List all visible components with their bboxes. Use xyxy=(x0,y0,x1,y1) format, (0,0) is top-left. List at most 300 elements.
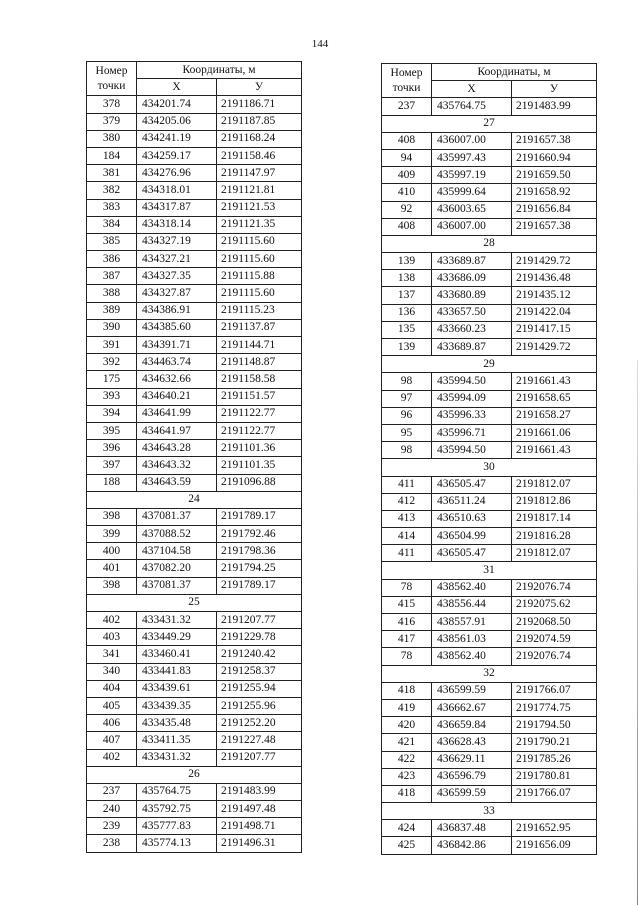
x-coordinate-cell: 434643.28 xyxy=(137,440,217,457)
y-coordinate-cell: 2192068.50 xyxy=(512,614,597,631)
table-row xyxy=(382,699,597,716)
y-coordinate-cell: 2191496.31 xyxy=(217,835,302,852)
point-number-cell: 425 xyxy=(382,837,432,854)
point-label-line2: точки xyxy=(392,81,421,94)
x-coordinate-cell: 434327.19 xyxy=(137,233,217,250)
point-number-cell: 408 xyxy=(382,218,432,235)
y-coordinate-cell: 2191207.77 xyxy=(217,749,302,766)
point-number-cell: 420 xyxy=(382,717,432,734)
parcel-group-row xyxy=(87,594,302,611)
x-coordinate-cell: 433449.29 xyxy=(137,629,217,646)
x-axis-header: X xyxy=(137,79,217,96)
point-number-cell: 400 xyxy=(87,543,137,560)
x-coordinate-cell: 434463.74 xyxy=(137,354,217,371)
y-coordinate-cell: 2191790.21 xyxy=(512,734,597,751)
point-number-cell: 403 xyxy=(87,629,137,646)
point-number-cell: 139 xyxy=(382,339,432,356)
table-row xyxy=(382,270,597,287)
table-row xyxy=(87,233,302,250)
x-coordinate-cell: 433689.87 xyxy=(432,253,512,270)
table-row xyxy=(382,545,597,562)
x-coordinate-cell: 433435.48 xyxy=(137,715,217,732)
y-coordinate-cell: 2191789.17 xyxy=(217,508,302,525)
x-coordinate-cell: 437081.37 xyxy=(137,577,217,594)
y-coordinate-cell: 2191812.07 xyxy=(512,476,597,493)
point-number-cell: 411 xyxy=(382,476,432,493)
parcel-group-number: 32 xyxy=(382,665,597,682)
x-coordinate-cell: 433657.50 xyxy=(432,304,512,321)
point-number-cell: 137 xyxy=(382,287,432,304)
x-coordinate-cell: 436007.00 xyxy=(432,132,512,149)
table-row xyxy=(87,835,302,852)
table-row xyxy=(87,130,302,147)
x-coordinate-cell: 435792.75 xyxy=(137,801,217,818)
table-row xyxy=(382,339,597,356)
y-coordinate-cell: 2192074.59 xyxy=(512,631,597,648)
x-coordinate-cell: 435997.19 xyxy=(432,167,512,184)
point-number-cell: 78 xyxy=(382,579,432,596)
point-number-cell: 395 xyxy=(87,422,137,439)
y-coordinate-cell: 2191151.57 xyxy=(217,388,302,405)
table-row xyxy=(87,422,302,439)
parcel-group-number: 33 xyxy=(382,803,597,820)
x-coordinate-cell: 435764.75 xyxy=(137,783,217,800)
point-number-cell: 394 xyxy=(87,405,137,422)
point-number-cell: 406 xyxy=(87,715,137,732)
y-coordinate-cell: 2191207.77 xyxy=(217,612,302,629)
table-row xyxy=(87,337,302,354)
table-row xyxy=(382,373,597,390)
x-axis-header: X xyxy=(432,81,512,98)
x-coordinate-cell: 434643.32 xyxy=(137,457,217,474)
y-coordinate-cell: 2191429.72 xyxy=(512,339,597,356)
x-coordinate-cell: 434327.87 xyxy=(137,285,217,302)
point-number-cell: 135 xyxy=(382,321,432,338)
table-row xyxy=(382,424,597,441)
point-number-cell: 139 xyxy=(382,253,432,270)
point-number-cell: 391 xyxy=(87,337,137,354)
parcel-group-row xyxy=(382,356,597,373)
y-coordinate-cell: 2191137.87 xyxy=(217,319,302,336)
table-row xyxy=(87,646,302,663)
y-coordinate-cell: 2191168.24 xyxy=(217,130,302,147)
x-coordinate-cell: 434632.66 xyxy=(137,371,217,388)
table-row xyxy=(87,440,302,457)
point-number-cell: 381 xyxy=(87,165,137,182)
point-number-cell: 92 xyxy=(382,201,432,218)
y-coordinate-cell: 2191657.38 xyxy=(512,132,597,149)
point-number-cell: 240 xyxy=(87,801,137,818)
table-row xyxy=(382,837,597,854)
point-number-cell: 418 xyxy=(382,682,432,699)
x-coordinate-cell: 434327.35 xyxy=(137,268,217,285)
point-number-cell: 402 xyxy=(87,612,137,629)
y-coordinate-cell: 2191096.88 xyxy=(217,474,302,491)
point-number-header xyxy=(87,62,137,96)
y-coordinate-cell: 2191121.35 xyxy=(217,216,302,233)
y-coordinate-cell: 2191812.86 xyxy=(512,493,597,510)
x-coordinate-cell: 433680.89 xyxy=(432,287,512,304)
table-row xyxy=(87,629,302,646)
point-number-cell: 389 xyxy=(87,302,137,319)
x-coordinate-cell: 438562.40 xyxy=(432,579,512,596)
table-row xyxy=(382,132,597,149)
table-row xyxy=(87,302,302,319)
table-row xyxy=(87,801,302,818)
y-coordinate-cell: 2191497.48 xyxy=(217,801,302,818)
point-number-cell: 96 xyxy=(382,407,432,424)
x-coordinate-cell: 434641.97 xyxy=(137,422,217,439)
x-coordinate-cell: 433439.35 xyxy=(137,697,217,714)
table-row xyxy=(382,579,597,596)
y-coordinate-cell: 2191148.87 xyxy=(217,354,302,371)
table-row xyxy=(382,631,597,648)
parcel-group-row xyxy=(382,235,597,252)
y-coordinate-cell: 2191766.07 xyxy=(512,785,597,802)
point-number-cell: 138 xyxy=(382,270,432,287)
point-number-cell: 409 xyxy=(382,167,432,184)
point-number-cell: 386 xyxy=(87,251,137,268)
x-coordinate-cell: 433431.32 xyxy=(137,749,217,766)
point-number-cell: 397 xyxy=(87,457,137,474)
y-coordinate-cell: 2191417.15 xyxy=(512,321,597,338)
y-coordinate-cell: 2191794.25 xyxy=(217,560,302,577)
point-number-cell: 388 xyxy=(87,285,137,302)
y-coordinate-cell: 2191121.53 xyxy=(217,199,302,216)
x-coordinate-cell: 435997.43 xyxy=(432,149,512,166)
y-coordinate-cell: 2191483.99 xyxy=(217,783,302,800)
point-number-cell: 238 xyxy=(87,835,137,852)
point-number-cell: 393 xyxy=(87,388,137,405)
table-row xyxy=(87,577,302,594)
y-coordinate-cell: 2192075.62 xyxy=(512,596,597,613)
y-coordinate-cell: 2191101.36 xyxy=(217,440,302,457)
point-number-cell: 423 xyxy=(382,768,432,785)
table-row xyxy=(382,407,597,424)
table-row xyxy=(382,442,597,459)
table-row xyxy=(382,184,597,201)
point-number-cell: 413 xyxy=(382,510,432,527)
table-row xyxy=(382,253,597,270)
parcel-group-number: 27 xyxy=(382,115,597,132)
y-coordinate-cell: 2191794.50 xyxy=(512,717,597,734)
parcel-group-number: 31 xyxy=(382,562,597,579)
x-coordinate-cell: 436599.59 xyxy=(432,682,512,699)
point-number-cell: 398 xyxy=(87,508,137,525)
x-coordinate-cell: 437082.20 xyxy=(137,560,217,577)
x-coordinate-cell: 433460.41 xyxy=(137,646,217,663)
table-row xyxy=(382,390,597,407)
point-number-cell: 390 xyxy=(87,319,137,336)
x-coordinate-cell: 435999.64 xyxy=(432,184,512,201)
point-number-cell: 398 xyxy=(87,577,137,594)
y-coordinate-cell: 2191785.26 xyxy=(512,751,597,768)
table-row xyxy=(87,457,302,474)
y-coordinate-cell: 2191115.88 xyxy=(217,268,302,285)
table-row xyxy=(382,476,597,493)
point-label-line1: Номер xyxy=(390,66,423,79)
x-coordinate-cell: 435996.71 xyxy=(432,424,512,441)
table-row xyxy=(87,663,302,680)
y-coordinate-cell: 2191661.06 xyxy=(512,424,597,441)
point-number-cell: 410 xyxy=(382,184,432,201)
y-coordinate-cell: 2191661.43 xyxy=(512,373,597,390)
x-coordinate-cell: 434643.59 xyxy=(137,474,217,491)
point-number-cell: 378 xyxy=(87,96,137,113)
point-number-cell: 340 xyxy=(87,663,137,680)
table-row xyxy=(382,149,597,166)
table-row xyxy=(87,199,302,216)
table-row xyxy=(382,682,597,699)
x-coordinate-cell: 438562.40 xyxy=(432,648,512,665)
x-coordinate-cell: 434276.96 xyxy=(137,165,217,182)
x-coordinate-cell: 436662.67 xyxy=(432,699,512,716)
y-coordinate-cell: 2191658.92 xyxy=(512,184,597,201)
table-row xyxy=(382,768,597,785)
y-coordinate-cell: 2191147.97 xyxy=(217,165,302,182)
y-coordinate-cell: 2191186.71 xyxy=(217,96,302,113)
point-number-cell: 401 xyxy=(87,560,137,577)
table-row xyxy=(87,732,302,749)
parcel-group-row xyxy=(382,803,597,820)
table-row xyxy=(382,510,597,527)
table-row xyxy=(87,371,302,388)
coordinates-table-right xyxy=(381,63,597,855)
x-coordinate-cell: 433441.83 xyxy=(137,663,217,680)
x-coordinate-cell: 434317.87 xyxy=(137,199,217,216)
x-coordinate-cell: 436007.00 xyxy=(432,218,512,235)
point-number-cell: 97 xyxy=(382,390,432,407)
table-row xyxy=(87,474,302,491)
y-coordinate-cell: 2191792.46 xyxy=(217,526,302,543)
table-row xyxy=(87,388,302,405)
x-coordinate-cell: 438561.03 xyxy=(432,631,512,648)
table-row xyxy=(87,216,302,233)
table-row xyxy=(382,751,597,768)
parcel-group-number: 28 xyxy=(382,235,597,252)
point-number-cell: 396 xyxy=(87,440,137,457)
point-number-cell: 387 xyxy=(87,268,137,285)
x-coordinate-cell: 437081.37 xyxy=(137,508,217,525)
table-row xyxy=(382,785,597,802)
point-number-cell: 136 xyxy=(382,304,432,321)
point-number-cell: 402 xyxy=(87,749,137,766)
parcel-group-number: 29 xyxy=(382,356,597,373)
parcel-group-number: 24 xyxy=(87,491,302,508)
x-coordinate-cell: 435996.33 xyxy=(432,407,512,424)
x-coordinate-cell: 436504.99 xyxy=(432,528,512,545)
y-coordinate-cell: 2192076.74 xyxy=(512,579,597,596)
point-number-header xyxy=(382,64,432,98)
x-coordinate-cell: 438556.44 xyxy=(432,596,512,613)
table-row xyxy=(382,528,597,545)
y-coordinate-cell: 2191429.72 xyxy=(512,253,597,270)
y-coordinate-cell: 2191227.48 xyxy=(217,732,302,749)
y-coordinate-cell: 2191158.46 xyxy=(217,147,302,164)
point-number-cell: 384 xyxy=(87,216,137,233)
y-coordinate-cell: 2191121.81 xyxy=(217,182,302,199)
point-number-cell: 399 xyxy=(87,526,137,543)
y-coordinate-cell: 2191115.60 xyxy=(217,285,302,302)
parcel-group-number: 25 xyxy=(87,594,302,611)
x-coordinate-cell: 433689.87 xyxy=(432,339,512,356)
coordinates-table-left xyxy=(86,61,302,853)
table-row xyxy=(382,167,597,184)
parcel-group-number: 26 xyxy=(87,766,302,783)
table-row xyxy=(87,268,302,285)
x-coordinate-cell: 434327.21 xyxy=(137,251,217,268)
y-coordinate-cell: 2191122.77 xyxy=(217,422,302,439)
table-row xyxy=(87,405,302,422)
x-coordinate-cell: 435994.09 xyxy=(432,390,512,407)
y-coordinate-cell: 2191498.71 xyxy=(217,818,302,835)
point-number-cell: 392 xyxy=(87,354,137,371)
table-row xyxy=(382,820,597,837)
table-row xyxy=(87,96,302,113)
table-row xyxy=(382,648,597,665)
point-number-cell: 184 xyxy=(87,147,137,164)
x-coordinate-cell: 433686.09 xyxy=(432,270,512,287)
x-coordinate-cell: 436505.47 xyxy=(432,476,512,493)
y-axis-header: У xyxy=(512,81,597,98)
table-row xyxy=(382,734,597,751)
point-number-cell: 95 xyxy=(382,424,432,441)
x-coordinate-cell: 436842.86 xyxy=(432,837,512,854)
parcel-group-number: 30 xyxy=(382,459,597,476)
table-row xyxy=(87,697,302,714)
table-row xyxy=(87,680,302,697)
x-coordinate-cell: 438557.91 xyxy=(432,614,512,631)
y-coordinate-cell: 2191657.38 xyxy=(512,218,597,235)
y-coordinate-cell: 2191659.50 xyxy=(512,167,597,184)
scan-edge-line xyxy=(637,360,638,905)
x-coordinate-cell: 433411.35 xyxy=(137,732,217,749)
point-number-cell: 237 xyxy=(382,98,432,115)
x-coordinate-cell: 434259.17 xyxy=(137,147,217,164)
parcel-group-row xyxy=(382,115,597,132)
y-coordinate-cell: 2191483.99 xyxy=(512,98,597,115)
parcel-group-row xyxy=(382,665,597,682)
x-coordinate-cell: 435994.50 xyxy=(432,373,512,390)
point-number-cell: 419 xyxy=(382,699,432,716)
point-number-cell: 237 xyxy=(87,783,137,800)
parcel-group-row xyxy=(382,459,597,476)
x-coordinate-cell: 434385.60 xyxy=(137,319,217,336)
y-coordinate-cell: 2191258.37 xyxy=(217,663,302,680)
table-row xyxy=(87,612,302,629)
point-number-cell: 405 xyxy=(87,697,137,714)
y-coordinate-cell: 2191817.14 xyxy=(512,510,597,527)
y-coordinate-cell: 2191436.48 xyxy=(512,270,597,287)
table-row xyxy=(382,304,597,321)
point-number-cell: 417 xyxy=(382,631,432,648)
table-row xyxy=(87,113,302,130)
y-coordinate-cell: 2191780.81 xyxy=(512,768,597,785)
y-coordinate-cell: 2191158.58 xyxy=(217,371,302,388)
x-coordinate-cell: 434318.01 xyxy=(137,182,217,199)
table-row xyxy=(87,147,302,164)
x-coordinate-cell: 437088.52 xyxy=(137,526,217,543)
table-row xyxy=(87,526,302,543)
table-row xyxy=(382,321,597,338)
x-coordinate-cell: 434641.99 xyxy=(137,405,217,422)
point-number-cell: 78 xyxy=(382,648,432,665)
table-row xyxy=(382,717,597,734)
x-coordinate-cell: 434205.06 xyxy=(137,113,217,130)
table-row xyxy=(87,715,302,732)
table-row xyxy=(87,818,302,835)
point-number-cell: 421 xyxy=(382,734,432,751)
y-coordinate-cell: 2191252.20 xyxy=(217,715,302,732)
y-coordinate-cell: 2191661.43 xyxy=(512,442,597,459)
y-coordinate-cell: 2191656.84 xyxy=(512,201,597,218)
x-coordinate-cell: 435774.13 xyxy=(137,835,217,852)
x-coordinate-cell: 436599.59 xyxy=(432,785,512,802)
table-row xyxy=(382,201,597,218)
table-row xyxy=(382,493,597,510)
table-row xyxy=(382,614,597,631)
point-number-cell: 382 xyxy=(87,182,137,199)
point-number-cell: 411 xyxy=(382,545,432,562)
y-coordinate-cell: 2191789.17 xyxy=(217,577,302,594)
page-number: 144 xyxy=(311,38,329,50)
point-number-cell: 380 xyxy=(87,130,137,147)
y-coordinate-cell: 2191660.94 xyxy=(512,149,597,166)
point-number-cell: 383 xyxy=(87,199,137,216)
x-coordinate-cell: 434386.91 xyxy=(137,302,217,319)
point-number-cell: 188 xyxy=(87,474,137,491)
point-number-cell: 379 xyxy=(87,113,137,130)
point-number-cell: 418 xyxy=(382,785,432,802)
table-row xyxy=(382,287,597,304)
point-number-cell: 98 xyxy=(382,442,432,459)
y-coordinate-cell: 2191658.65 xyxy=(512,390,597,407)
table-row xyxy=(382,98,597,115)
y-coordinate-cell: 2191435.12 xyxy=(512,287,597,304)
table-row xyxy=(87,560,302,577)
y-coordinate-cell: 2191255.96 xyxy=(217,697,302,714)
parcel-group-row xyxy=(87,766,302,783)
coords-title-header: Координаты, м xyxy=(137,62,302,79)
point-number-cell: 414 xyxy=(382,528,432,545)
table-row xyxy=(87,285,302,302)
y-coordinate-cell: 2191255.94 xyxy=(217,680,302,697)
x-coordinate-cell: 436511.24 xyxy=(432,493,512,510)
point-number-cell: 98 xyxy=(382,373,432,390)
x-coordinate-cell: 435994.50 xyxy=(432,442,512,459)
y-coordinate-cell: 2191798.36 xyxy=(217,543,302,560)
y-coordinate-cell: 2191187.85 xyxy=(217,113,302,130)
x-coordinate-cell: 433431.32 xyxy=(137,612,217,629)
y-coordinate-cell: 2191115.60 xyxy=(217,251,302,268)
point-number-cell: 404 xyxy=(87,680,137,697)
y-coordinate-cell: 2191658.27 xyxy=(512,407,597,424)
parcel-group-row xyxy=(87,491,302,508)
table-row xyxy=(87,319,302,336)
point-number-cell: 415 xyxy=(382,596,432,613)
table-row xyxy=(87,354,302,371)
point-number-cell: 407 xyxy=(87,732,137,749)
x-coordinate-cell: 434640.21 xyxy=(137,388,217,405)
y-coordinate-cell: 2191115.60 xyxy=(217,233,302,250)
x-coordinate-cell: 437104.58 xyxy=(137,543,217,560)
table-row xyxy=(382,218,597,235)
x-coordinate-cell: 436629.11 xyxy=(432,751,512,768)
y-coordinate-cell: 2191229.78 xyxy=(217,629,302,646)
x-coordinate-cell: 434318.14 xyxy=(137,216,217,233)
y-coordinate-cell: 2191122.77 xyxy=(217,405,302,422)
table-row xyxy=(87,165,302,182)
